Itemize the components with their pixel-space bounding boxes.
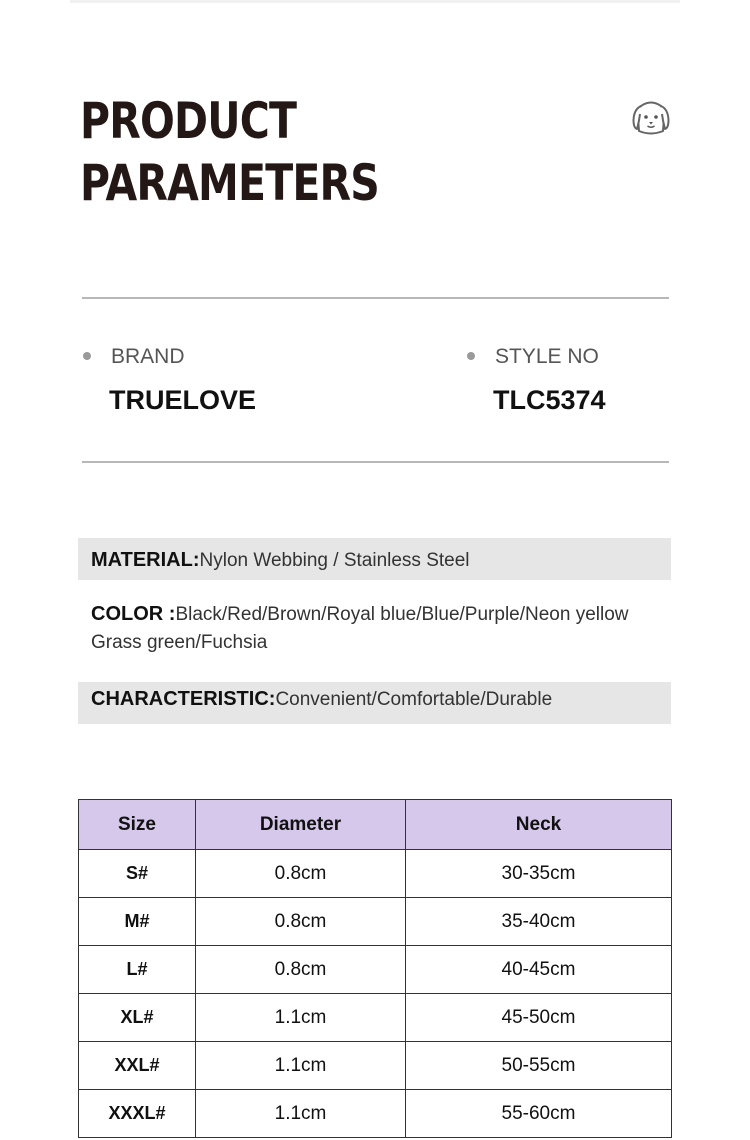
param-brand-value: TRUELOVE — [109, 385, 257, 415]
cell-size: L# — [79, 946, 196, 994]
spec-color-value-line-1: Black/Red/Brown/Royal blue/Blue/Purple/Neon yellow — [175, 604, 629, 625]
cell-diameter: 1.1cm — [196, 1042, 406, 1090]
cell-neck: 50-55cm — [406, 1042, 672, 1090]
page-title — [80, 90, 379, 214]
table-row — [79, 898, 672, 946]
spec-color — [78, 600, 671, 662]
cell-size: S# — [79, 850, 196, 898]
header-neck: Neck — [406, 800, 672, 850]
spec-material-value: Nylon Webbing / Stainless Steel — [199, 550, 470, 571]
cell-diameter: 0.8cm — [196, 898, 406, 946]
bullet-dot — [83, 352, 91, 360]
cell-diameter: 0.8cm — [196, 850, 406, 898]
page-title-line-1: PRODUCT — [80, 92, 297, 150]
table-row — [79, 946, 672, 994]
cell-neck: 35-40cm — [406, 898, 672, 946]
spec-characteristic-value: Convenient/Comfortable/Durable — [275, 689, 553, 710]
bullet-dot — [467, 352, 475, 360]
spec-characteristic — [78, 682, 671, 724]
page-title-line-2: PARAMETERS — [80, 154, 380, 212]
dog-face-icon — [632, 100, 670, 136]
spec-color-value-line-2: Grass green/Fuchsia — [91, 632, 268, 653]
header-size: Size — [79, 800, 196, 850]
top-divider — [70, 0, 680, 3]
param-style-no-value: TLC5374 — [493, 385, 606, 415]
cell-size: XL# — [79, 994, 196, 1042]
spec-material-label: MATERIAL: — [91, 549, 200, 571]
cell-size: XXL# — [79, 1042, 196, 1090]
table-header-row — [79, 800, 672, 850]
param-brand-label: BRAND — [111, 345, 185, 368]
size-table — [78, 799, 672, 1138]
table-row — [79, 1042, 672, 1090]
cell-size: XXXL# — [79, 1090, 196, 1138]
header-diameter: Diameter — [196, 800, 406, 850]
cell-neck: 30-35cm — [406, 850, 672, 898]
spec-color-label: COLOR : — [91, 603, 176, 625]
cell-neck: 55-60cm — [406, 1090, 672, 1138]
table-row — [79, 850, 672, 898]
cell-diameter: 1.1cm — [196, 1090, 406, 1138]
param-style-no-label: STYLE NO — [495, 345, 599, 368]
table-row — [79, 994, 672, 1042]
cell-size: M# — [79, 898, 196, 946]
section-divider-bottom — [82, 461, 669, 463]
cell-diameter: 0.8cm — [196, 946, 406, 994]
section-divider-top — [82, 297, 669, 299]
spec-material — [78, 538, 671, 580]
cell-diameter: 1.1cm — [196, 994, 406, 1042]
cell-neck: 45-50cm — [406, 994, 672, 1042]
cell-neck: 40-45cm — [406, 946, 672, 994]
table-row — [79, 1090, 672, 1138]
spec-characteristic-label: CHARACTERISTIC: — [91, 688, 276, 710]
